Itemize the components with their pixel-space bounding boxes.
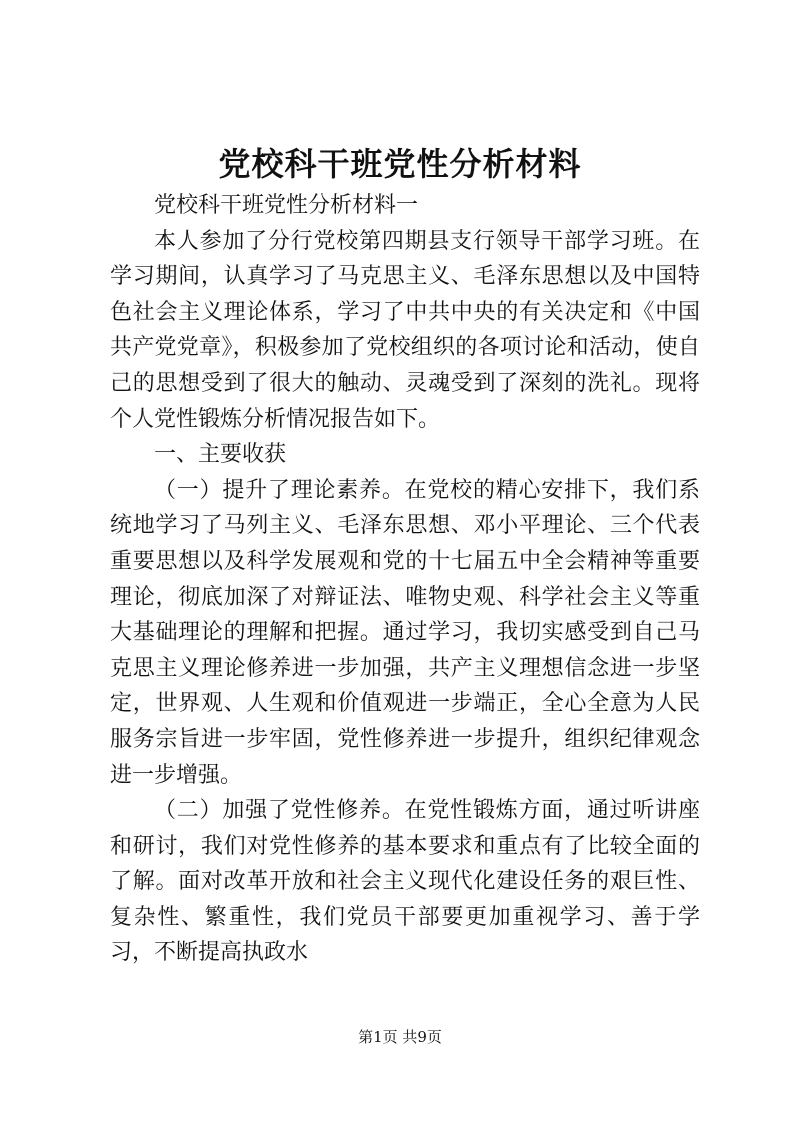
body-paragraph: （二）加强了党性修养。在党性锻炼方面，通过听讲座和研讨，我们对党性修养的基本要求和重点有了比较全面的了解。面对改革开放和社会主义现代化建设任务的艰巨性、复杂性、繁重性，我们党员干部要更加重视学习、善于学习，不断提高执政水 xyxy=(110,798,700,966)
document-body xyxy=(110,188,700,971)
page-number-footer: 第1页 共9页 xyxy=(358,1028,442,1046)
document-title: 党校科干班党性分析材料 xyxy=(218,145,582,183)
subtitle-paragraph: 党校科干班党性分析材料一 xyxy=(154,193,419,218)
body-paragraph: （一）提升了理论素养。在党校的精心安排下，我们系统地学习了马列主义、毛泽东思想、邓小平理论、三个代表重要思想以及科学发展观和党的十七届五中全会精神等重要理论，彻底加深了对辩证法、唯物史观、科学社会主义等重大基础理论的理解和把握。通过学习，我切实感受到自己马克思主义理论修养进一步加强，共产主义理想信念进一步坚定，世界观、人生观和价值观进一步端正，全心全意为人民服务宗旨进一步牢固，党性修养进一步提升，组织纪律观念进一步增强。 xyxy=(110,477,700,788)
section-heading: 一、主要收获 xyxy=(154,442,287,468)
intro-paragraph: 本人参加了分行党校第四期县支行领导干部学习班。在学习期间，认真学习了马克思主义、毛泽东思想以及中国特色社会主义理论体系，学习了中共中央的有关决定和《中国共产党党章》，积极参加了党校组织的各项讨论和活动，使自己的思想受到了很大的触动、灵魂受到了深刻的洗礼。现将个人党性锻炼分析情况报告如下。 xyxy=(110,228,700,432)
